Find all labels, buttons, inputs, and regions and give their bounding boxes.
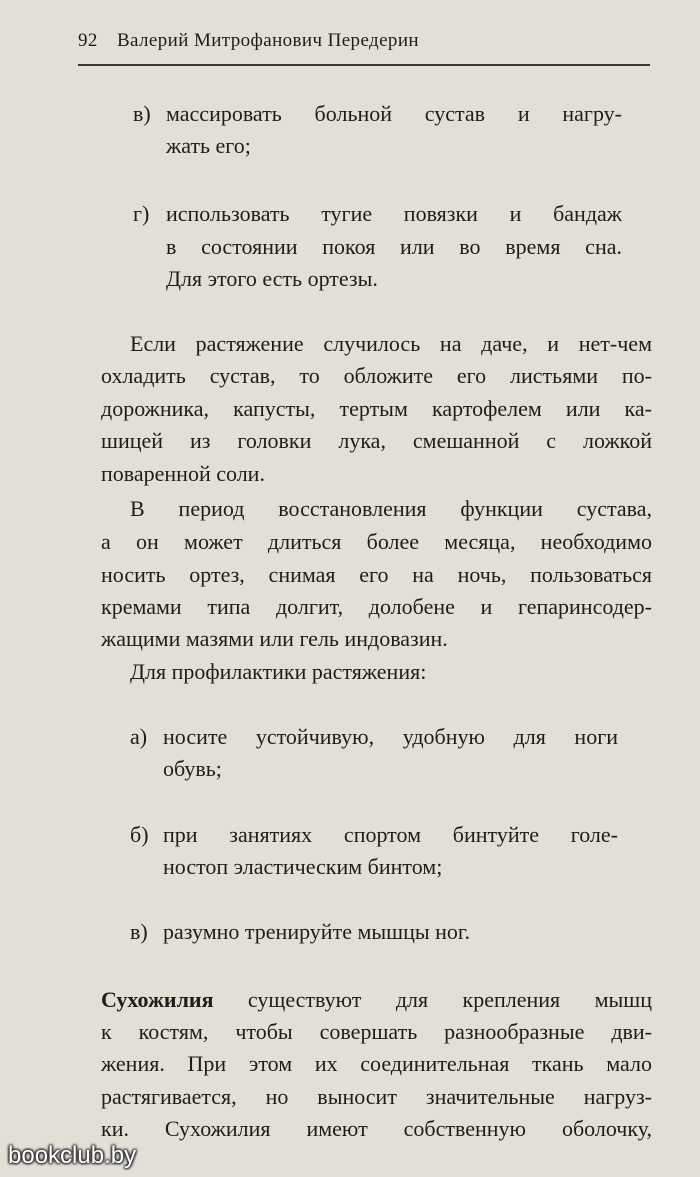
list-item-text: разумно тренируйте мышцы ног. bbox=[163, 919, 470, 944]
list-item-text: носите устойчивую, удобную для ноги bbox=[163, 724, 618, 749]
list-item-text: обувь; bbox=[163, 756, 222, 781]
list-marker: в) bbox=[130, 919, 148, 944]
paragraph-line: жащими мазями или гель индовазин. bbox=[101, 626, 448, 651]
prevention-heading: Для профилактики растяжения: bbox=[130, 659, 427, 684]
paragraph-line: жения. При этом их соединительная ткань мало bbox=[101, 1051, 652, 1076]
paragraph-line: дорожника, капусты, тертым картофелем или ка- bbox=[101, 396, 652, 421]
paragraph-line: кремами типа долгит, долобене и гепаринсодер- bbox=[101, 594, 652, 619]
paragraph-text: существуют для крепления мышц bbox=[247, 987, 652, 1012]
list-marker: а) bbox=[130, 724, 148, 749]
list-item-text: при занятиях спортом бинтуйте голе- bbox=[163, 822, 618, 847]
header-rule bbox=[78, 64, 650, 66]
author-name: Валерий Митрофанович Передерин bbox=[116, 30, 419, 51]
paragraph-line: ки. Сухожилия имеют собственную оболочку, bbox=[101, 1116, 652, 1141]
list-item-text: ностоп эластическим бинтом; bbox=[163, 854, 443, 879]
paragraph-line: В период восстановления функции сустава, bbox=[130, 496, 652, 521]
list-item-text: жать его; bbox=[166, 133, 251, 158]
paragraph-line: поваренной соли. bbox=[101, 461, 265, 486]
paragraph-line: шицей из головки лука, смешанной с ложкой bbox=[101, 428, 652, 453]
list-marker: г) bbox=[133, 201, 150, 226]
list-item-text: массировать больной сустав и нагру- bbox=[166, 101, 622, 126]
list-item-text: Для этого есть ортезы. bbox=[166, 266, 378, 291]
running-head bbox=[78, 30, 648, 52]
list-marker: в) bbox=[133, 101, 151, 126]
list-marker: б) bbox=[130, 822, 149, 847]
page-number: 92 bbox=[78, 30, 98, 51]
list-item-text: использовать тугие повязки и бандаж bbox=[166, 201, 622, 226]
paragraph-line: растягивается, но выносит значительные нагруз- bbox=[101, 1084, 652, 1109]
paragraph-line: а он может длиться более месяца, необходимо bbox=[101, 529, 652, 554]
term-tendons: Сухожилия bbox=[101, 987, 214, 1012]
watermark-logo: bookclub.by bbox=[8, 1142, 137, 1169]
paragraph-line: к костям, чтобы совершать разнообразные дви- bbox=[101, 1019, 652, 1044]
paragraph-line bbox=[101, 985, 652, 1015]
list-item-text: в состоянии покоя или во время сна. bbox=[166, 234, 622, 259]
paragraph-line: носить ортез, снимая его на ночь, пользоваться bbox=[101, 562, 652, 587]
paragraph-line: Если растяжение случилось на даче, и нет-чем bbox=[130, 331, 652, 356]
paragraph-line: охладить сустав, то обложите его листьями по- bbox=[101, 363, 652, 388]
